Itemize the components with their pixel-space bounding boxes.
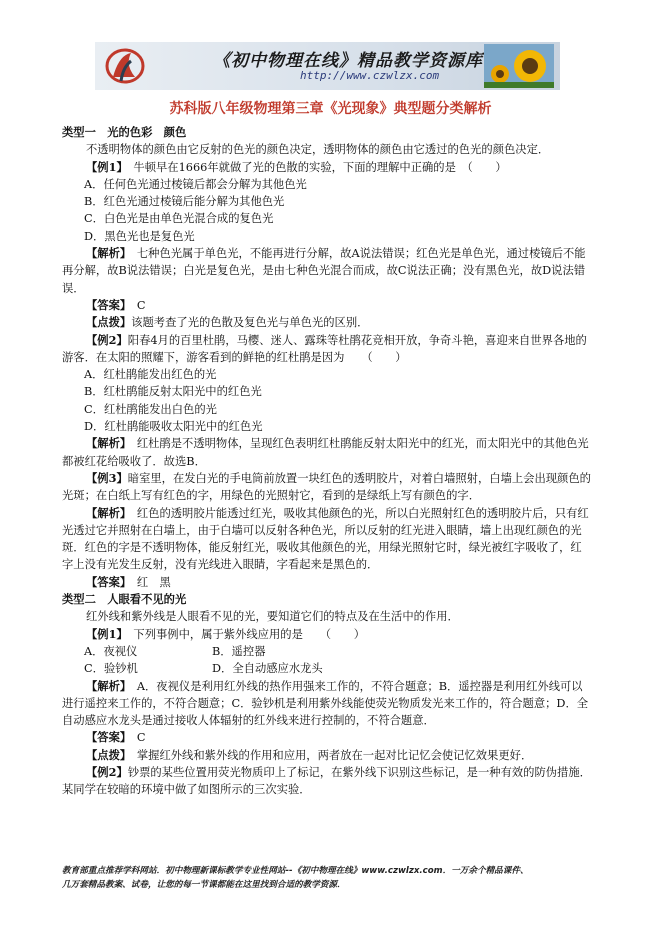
- option-d: D．黑色光也是复色光: [84, 229, 195, 243]
- footer-line: 几万套精品教案、试卷，让您的每一节课都能在这里找到合适的教学资源．: [62, 880, 346, 890]
- comment: 【点拨】该题考查了光的色散及复色光与单色光的区别．: [86, 315, 369, 330]
- comment: 【点拨】 掌握红外线和紫外线的作用和应用，两者放在一起对比记忆会使记忆效果更好．: [86, 747, 533, 762]
- logo-icon: [101, 47, 145, 85]
- example-stem: 【例1】 牛顿早在1666年就做了光的色散的实验，下面的理解中正确的是 （ ）: [86, 159, 507, 174]
- option-b: B．红色光通过棱镜后能分解为其他色光: [84, 195, 285, 209]
- answer: 【答案】 红 黑: [86, 574, 171, 589]
- example-stem: 【例3】暗室里，在发白光的手电筒前放置一块红色的透明胶片，对着白墙照射，白墙上会出现颜色的光斑；在白纸上写有红色的字，用绿色的光照射它，看到的是绿纸上写有颜色的字．: [62, 470, 591, 503]
- option-a: A．红杜鹃能发出红色的光: [84, 368, 217, 382]
- document-body: [62, 124, 592, 799]
- answer: 【答案】 C: [86, 730, 146, 745]
- option-a: A．任何色光通过棱镜后都会分解为其他色光: [84, 177, 307, 191]
- page-title: 苏科版八年级物理第三章《光现象》典型题分类解析: [169, 101, 492, 117]
- example-stem: 【例2】钞票的某些位置用荧光物质印上了标记，在紫外线下识别这些标记，是一种有效的防伪措施．某同学在较暗的环境中做了如图所示的三次实验．: [62, 764, 591, 797]
- analysis: 【解析】 红杜鹃是不透明物体，呈现红色表明红杜鹃能反射太阳光中的红光，而太阳光中的其他色光都被红花给吸收了．故选B．: [62, 436, 589, 468]
- option-d: D．红杜鹃能吸收太阳光中的红色光: [84, 420, 263, 434]
- section-intro: 红外线和紫外线是人眼看不见的光，要知道它们的特点及在生活中的作用．: [86, 610, 459, 624]
- answer: 【答案】 C: [86, 297, 146, 312]
- option-c: C．红杜鹃能发出白色的光: [84, 402, 217, 416]
- section-intro: 不透明物体的颜色由它反射的色光的颜色决定，透明物体的颜色由它透过的色光的颜色决定．: [86, 143, 550, 157]
- option-b: B．红杜鹃能反射太阳光中的红色光: [84, 385, 262, 399]
- section-heading: 类型二 人眼看不见的光: [62, 592, 187, 607]
- option-c: C．验钞机: [84, 662, 138, 676]
- option-row: [62, 643, 592, 660]
- sunflower-icon: [484, 44, 554, 88]
- example-stem: 【例1】 下列事例中，属于紫外线应用的是 （ ）: [86, 626, 365, 641]
- section-heading: 类型一 光的色彩 颜色: [62, 125, 187, 139]
- analysis: 【解析】 A．夜视仪是利用红外线的热作用强来工作的，不符合题意；B．遥控器是利用红外线可以进行遥控来工作的，不符合题意；C．验钞机是利用紫外线能使荧光物质发光来工作的，符合题意；D．全自动感应水龙头是通过接收人体辐射的红外线来进行控制的，不符合题意．: [62, 678, 589, 728]
- analysis: 【解析】 七种色光属于单色光，不能再进行分解，故A说法错误；红色光是单色光，通过棱镜后不能再分解，故B说法错误；白光是复色光，是由七种色光混合而成，故C说法正确；没有黑色光，故D说法错误．: [62, 246, 586, 295]
- option-b: B．遥控器: [212, 644, 266, 658]
- banner-url[interactable]: http://www.czwlzx.com: [300, 69, 440, 82]
- page-footer: [62, 864, 602, 892]
- banner-title: 《初中物理在线》精品教学资源库: [213, 51, 483, 71]
- option-d: D．全自动感应水龙头: [212, 662, 323, 676]
- example-tag: 【例1】: [86, 159, 123, 174]
- option-a: A．夜视仪: [84, 644, 138, 658]
- example-stem: 【例2】阳春4月的百里杜鹃，马樱、迷人、露珠等杜鹃花竞相开放，争奇斗艳，喜迎来自世界各地的游客．在太阳的照耀下，游客看到的鲜艳的红杜鹃是因为 （ ）: [62, 332, 587, 364]
- option-row: [62, 660, 592, 677]
- analysis: 【解析】 红色的透明胶片能透过红光，吸收其他颜色的光，所以白光照射红色的透明胶片后，只有红光透过它并照射在白墙上，由于白墙可以反射各种色光，所以反射的红光进入眼睛，墙上出现红颜色的光斑．红色的字是不透明物体，能反射红光，吸收其他颜色的光，用绿光照射它时，绿光被红字吸收了，红字上没有光发生反射，没有光线进入眼睛，字看起来是黑色的．: [62, 505, 589, 572]
- header-banner: [95, 42, 560, 90]
- option-c: C．白色光是由单色光混合成的复色光: [84, 212, 274, 226]
- footer-line: 教育部重点推荐学科网站．初中物理新课标教学专业性网站--《初中物理在线》www.czwlzx.com．一万余个精品课件、: [62, 866, 529, 876]
